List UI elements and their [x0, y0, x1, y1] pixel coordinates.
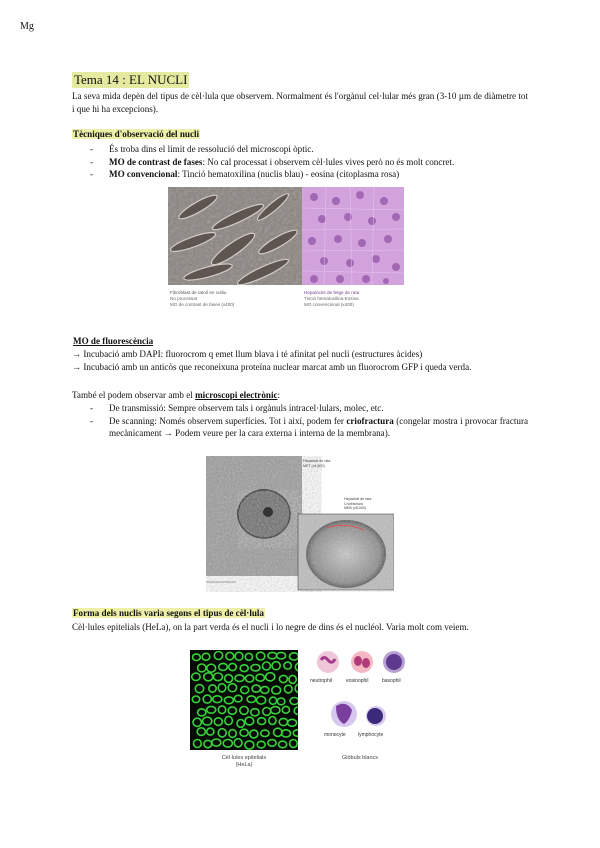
page-header-initials: Mg: [20, 21, 34, 32]
fluorescence-line: → Incubació amb un anticòs que reconeixuna proteïna nuclear marcat amb un fluorocrom GFP i queda verda.: [72, 362, 472, 372]
phase-contrast-fibroblast-image: [168, 187, 302, 285]
nuclear-shape-heading: Forma dels nuclis varia segons el tipus de cèl·lula: [73, 608, 264, 618]
em-right-label: Hepatòcit de rata Criofractura MEB (x8.000): [344, 497, 372, 510]
nuclear-shape-text: Cèl·lules epitelials (HeLa), on la part verda és el nucli i lo negre de dins és el nucléol. Varia molt com veiem.: [72, 622, 469, 632]
hela-caption: Cèl·lules epitelials (HeLa): [221, 755, 267, 768]
fluorescence-heading: MO de fluorescència: [73, 336, 154, 346]
electron-microscopy-image: [206, 456, 394, 592]
techniques-list: [72, 143, 532, 181]
wbc-caption: Glòbuls blancs: [341, 755, 379, 761]
technique-item: - MO convencional: Tinció hematoxilina (nuclis blau) - eosina (citoplasma rosa): [72, 168, 532, 181]
electron-item: - De scanning: Només observem superfícies. Tot i així, podem fer criofractura (congelar mostra i provocar fractura mecànicament → Podem veure per la cara externa i interna de la membrana).: [72, 415, 528, 440]
hela-fluorescence-image: [190, 650, 298, 750]
fluorescence-line: → Incubació amb DAPI: fluorocrom q emet llum blava i té afinitat pel nucli (estructures àcides): [72, 349, 423, 359]
technique-item: - MO de contrast de fases: No cal processat i observem cèl·lules vives però no és molt concret.: [72, 156, 532, 169]
em-top-label: Hepatòcit de rata MET (x4.800): [303, 459, 331, 468]
electron-list: [72, 402, 528, 440]
technique-item: - És troba dins el límit de ressolució del microscopi òptic.: [72, 143, 532, 156]
he-hepatocyte-image: [302, 187, 404, 285]
page-title: Tema 14 : EL NUCLI: [74, 72, 188, 87]
electron-intro: També el podem observar amb el microscopi electrònic:: [72, 390, 281, 400]
intro-paragraph: La seva mida depèn del tipus de cèl·lula que observem. Normalment és l'orgànul cel·lular més gran (3-10 µm de diàmetre tot i que hi ha excepcions).: [72, 91, 528, 115]
techniques-heading: Tècniques d'observació del nucli: [73, 129, 200, 139]
white-blood-cells-panel: neutrophil eosinophil basophil monocyte lymphocyte: [308, 648, 412, 752]
electron-item: - De transmissió: Sempre observem tals i orgànuls intracel·lulars, molec, etc.: [72, 402, 528, 415]
fig1-caption: Fibroblast de ratolí en cultiu No processat MO de contrast de fases (x400): [170, 290, 235, 307]
fig2-caption: Hepatòcits de fetge de rata Tinció hematoxilina-Eosina MO convencional (x400): [304, 290, 360, 307]
